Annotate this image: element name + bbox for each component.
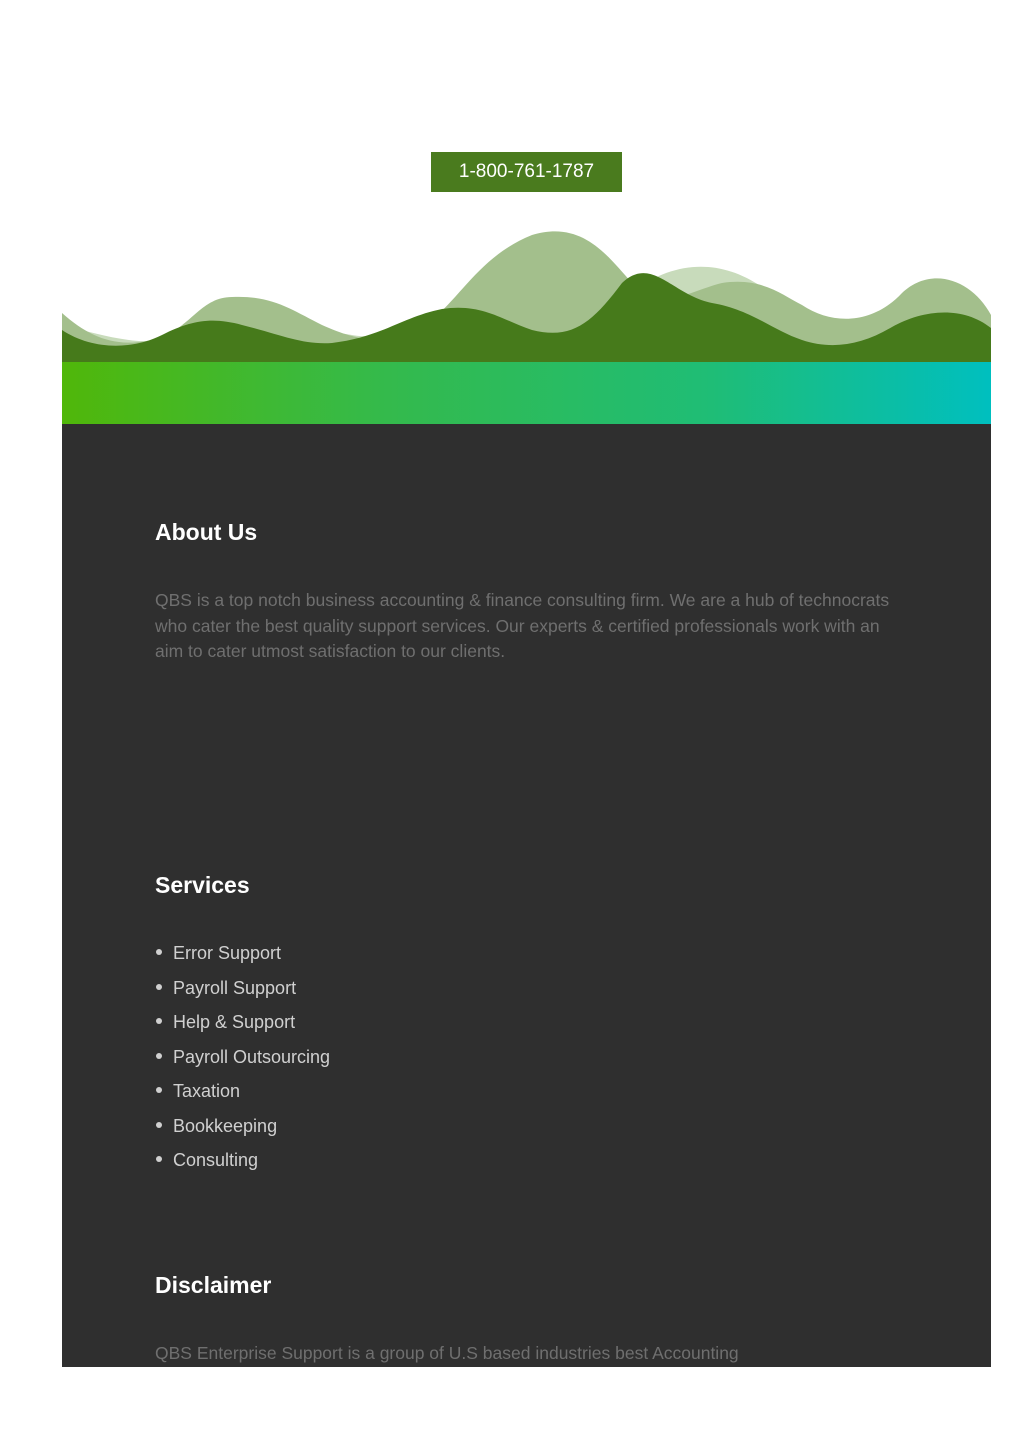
service-link-payroll-support[interactable] [155, 974, 330, 1009]
services-heading: Services [155, 872, 250, 898]
disclaimer-heading: Disclaimer [155, 1272, 272, 1298]
service-link-bookkeeping[interactable] [155, 1112, 330, 1147]
services-list [155, 939, 330, 1181]
phone-call-button[interactable]: 1-800-761-1787 [431, 152, 622, 192]
bullet-icon [156, 1156, 162, 1162]
service-link-taxation[interactable] [155, 1077, 330, 1112]
service-link-consulting[interactable] [155, 1146, 330, 1181]
bullet-icon [156, 1087, 162, 1093]
service-link-error-support[interactable] [155, 939, 330, 974]
about-us-text: QBS is a top notch business accounting & finance consulting firm. We are a hub of technocrats who cater the best quality support services. Our experts & certified professionals work with an aim to cater utmost satisfaction to our clients. [155, 590, 890, 661]
service-link-help-support[interactable] [155, 1008, 330, 1043]
service-label: Payroll Outsourcing [173, 1046, 331, 1067]
bullet-icon [156, 1122, 162, 1128]
service-label: Taxation [173, 1081, 241, 1101]
bullet-icon [156, 949, 162, 955]
decorative-waves [62, 225, 991, 365]
service-label: Help & Support [173, 1012, 296, 1032]
gradient-band [62, 362, 991, 424]
bullet-icon [156, 1053, 162, 1059]
service-label: Payroll Support [173, 977, 297, 998]
bullet-icon [156, 1018, 162, 1024]
service-label: Bookkeeping [173, 1115, 278, 1136]
service-label: Consulting [173, 1150, 259, 1170]
disclaimer-text: QBS Enterprise Support is a group of U.S based industries best Accounting [155, 1343, 739, 1363]
about-us-heading: About Us [155, 519, 258, 545]
bullet-icon [156, 984, 162, 990]
service-label: Error Support [173, 943, 282, 963]
service-link-payroll-outsourcing[interactable] [155, 1043, 330, 1078]
site-footer [62, 424, 991, 1367]
